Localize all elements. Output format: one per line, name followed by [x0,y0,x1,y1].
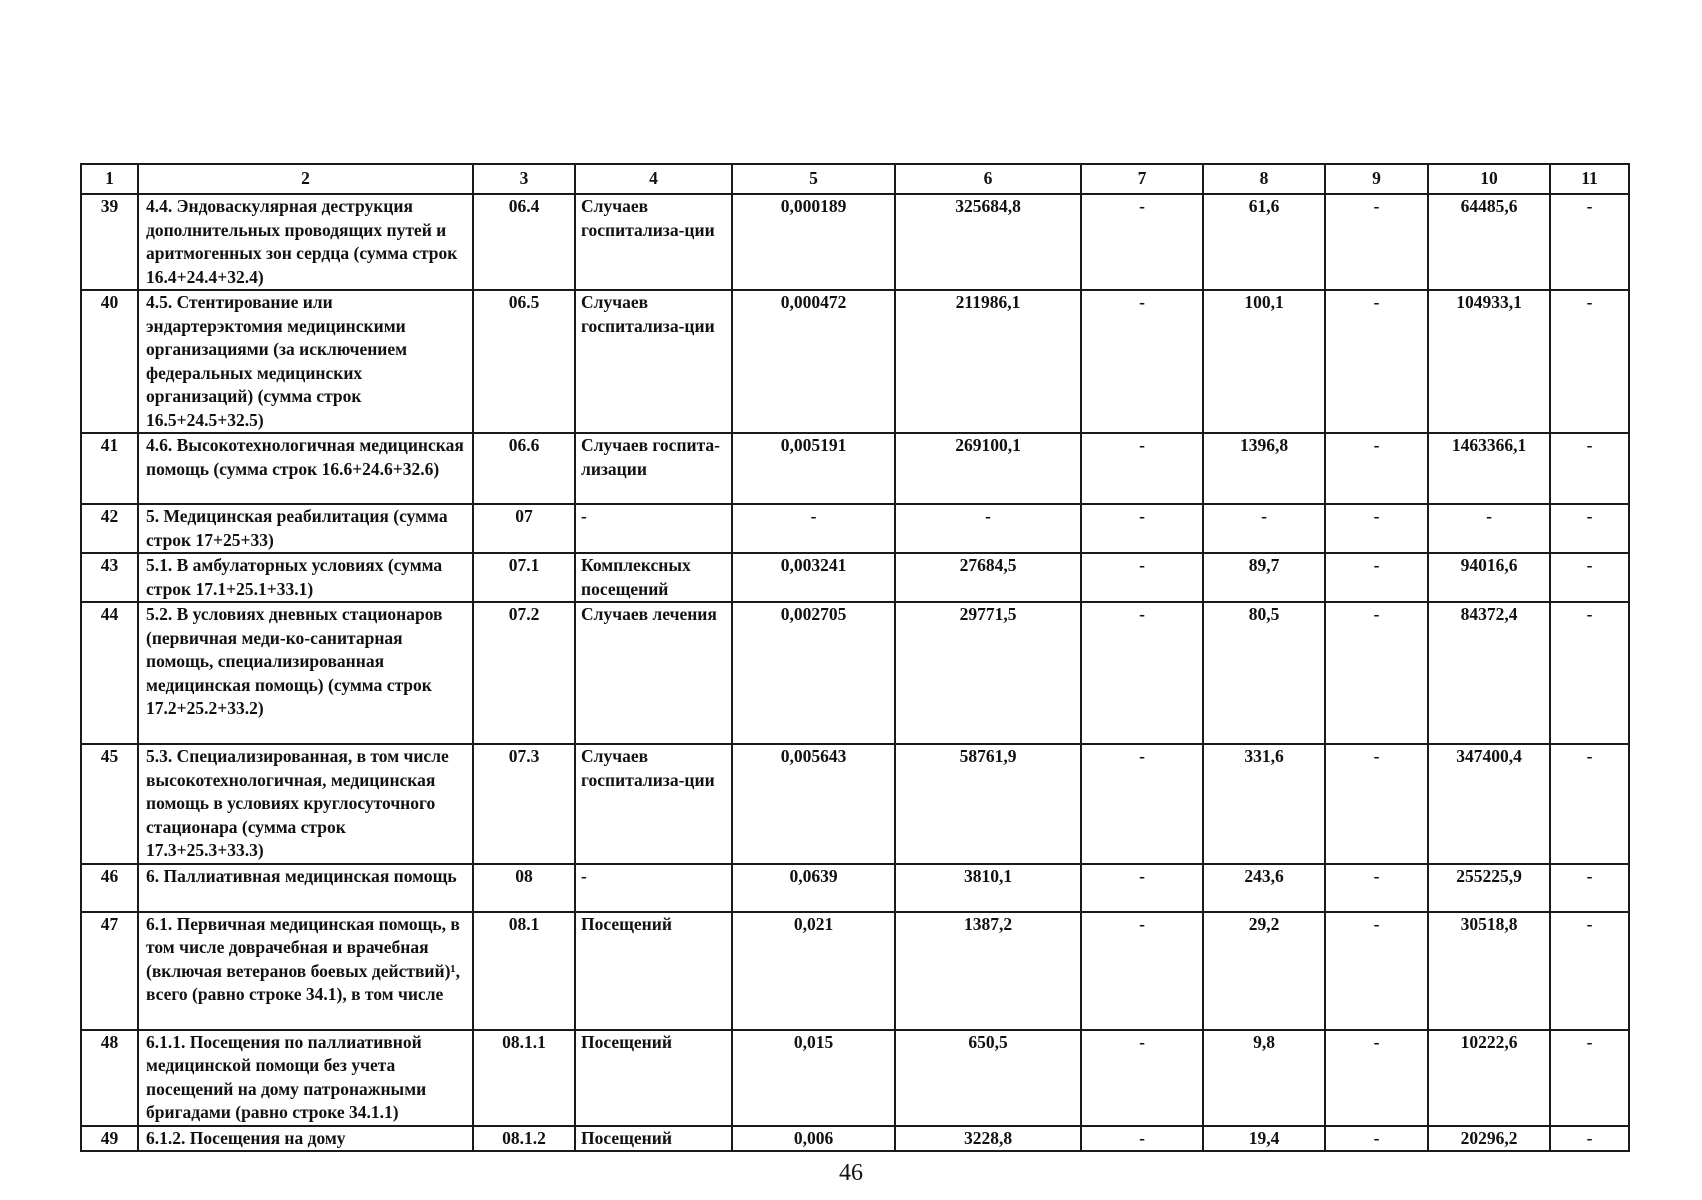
col-11: - [1550,1030,1629,1126]
column-header: 9 [1325,164,1428,194]
col-7: - [1081,912,1203,1030]
table-row [81,602,1629,744]
col-5: 0,005643 [732,744,895,864]
column-header: 8 [1203,164,1325,194]
col-10: 20296,2 [1428,1126,1550,1152]
col-10: 104933,1 [1428,290,1550,433]
indicator-name: 6.1. Первичная медицинская помощь, в том числе доврачебная и врачебная (включая ветеранов боевых действий)¹, всего (равно строке 34.1), в том числе [138,912,473,1030]
column-header: 5 [732,164,895,194]
col-7: - [1081,504,1203,553]
col-9: - [1325,290,1428,433]
unit-of-measure: Посещений [575,1030,732,1126]
col-5: 0,0639 [732,864,895,912]
col-11: - [1550,504,1629,553]
data-table [80,163,1630,1152]
col-11: - [1550,433,1629,504]
row-code: 08.1 [473,912,575,1030]
indicator-name: 6. Паллиативная медицинская помощь [138,864,473,912]
col-5: 0,003241 [732,553,895,602]
indicator-name: 4.6. Высокотехнологичная медицинская помощь (сумма строк 16.6+24.6+32.6) [138,433,473,504]
col-9: - [1325,602,1428,744]
table-row [81,1126,1629,1152]
col-6: 3810,1 [895,864,1081,912]
table-row [81,290,1629,433]
column-header: 7 [1081,164,1203,194]
col-6: 269100,1 [895,433,1081,504]
unit-of-measure: Посещений [575,1126,732,1152]
col-8: 1396,8 [1203,433,1325,504]
col-5: 0,002705 [732,602,895,744]
col-8: 9,8 [1203,1030,1325,1126]
row-number: 42 [81,504,138,553]
col-11: - [1550,912,1629,1030]
column-header: 10 [1428,164,1550,194]
table-row [81,504,1629,553]
col-9: - [1325,433,1428,504]
col-9: - [1325,553,1428,602]
col-11: - [1550,744,1629,864]
unit-of-measure: Случаев лечения [575,602,732,744]
col-5: 0,000472 [732,290,895,433]
row-number: 44 [81,602,138,744]
col-10: 347400,4 [1428,744,1550,864]
col-10: - [1428,504,1550,553]
row-code: 07 [473,504,575,553]
row-number: 45 [81,744,138,864]
col-8: 19,4 [1203,1126,1325,1152]
col-8: 100,1 [1203,290,1325,433]
indicator-name: 5. Медицинская реабилитация (сумма строк 17+25+33) [138,504,473,553]
col-10: 255225,9 [1428,864,1550,912]
row-number: 39 [81,194,138,290]
col-7: - [1081,290,1203,433]
row-number: 40 [81,290,138,433]
table-row [81,433,1629,504]
col-10: 30518,8 [1428,912,1550,1030]
row-code: 07.2 [473,602,575,744]
table-row [81,864,1629,912]
col-8: 80,5 [1203,602,1325,744]
page-number: 46 [839,1160,863,1186]
column-header: 3 [473,164,575,194]
indicator-name: 4.4. Эндоваскулярная деструкция дополнительных проводящих путей и аритмогенных зон сердца (сумма строк 16.4+24.4+32.4) [138,194,473,290]
unit-of-measure: Случаев госпитализа-ции [575,194,732,290]
col-10: 1463366,1 [1428,433,1550,504]
row-number: 49 [81,1126,138,1152]
column-header: 6 [895,164,1081,194]
col-11: - [1550,194,1629,290]
unit-of-measure: Посещений [575,912,732,1030]
col-11: - [1550,1126,1629,1152]
unit-of-measure: - [575,504,732,553]
unit-of-measure: Комплексных посещений [575,553,732,602]
col-9: - [1325,1030,1428,1126]
col-7: - [1081,1126,1203,1152]
indicator-name: 5.2. В условиях дневных стационаров (первичная меди-ко-санитарная помощь, специализированная медицинская помощь) (сумма строк 17.2+25.2+33.2) [138,602,473,744]
col-5: 0,015 [732,1030,895,1126]
col-9: - [1325,504,1428,553]
col-6: 325684,8 [895,194,1081,290]
row-code: 06.5 [473,290,575,433]
table-row [81,912,1629,1030]
col-10: 84372,4 [1428,602,1550,744]
column-header: 2 [138,164,473,194]
table-header-row [81,164,1629,194]
unit-of-measure: Случаев госпита-лизации [575,433,732,504]
indicator-name: 6.1.1. Посещения по паллиативной медицинской помощи без учета посещений на дому патронажными бригадами (равно строке 34.1.1) [138,1030,473,1126]
col-9: - [1325,912,1428,1030]
column-header: 1 [81,164,138,194]
table-row [81,744,1629,864]
col-7: - [1081,602,1203,744]
indicator-name: 5.3. Специализированная, в том числе высокотехнологичная, медицинская помощь в условиях круглосуточного стационара (сумма строк 17.3+25.3+33.3) [138,744,473,864]
col-7: - [1081,1030,1203,1126]
col-5: 0,000189 [732,194,895,290]
col-8: 29,2 [1203,912,1325,1030]
row-code: 07.1 [473,553,575,602]
row-code: 06.4 [473,194,575,290]
col-6: 29771,5 [895,602,1081,744]
col-11: - [1550,602,1629,744]
col-11: - [1550,290,1629,433]
row-code: 07.3 [473,744,575,864]
col-8: 89,7 [1203,553,1325,602]
col-9: - [1325,744,1428,864]
col-5: 0,006 [732,1126,895,1152]
row-number: 47 [81,912,138,1030]
row-code: 08.1.1 [473,1030,575,1126]
unit-of-measure: Случаев госпитализа-ции [575,290,732,433]
col-11: - [1550,864,1629,912]
col-7: - [1081,744,1203,864]
table-row [81,194,1629,290]
row-number: 41 [81,433,138,504]
col-9: - [1325,864,1428,912]
col-5: 0,005191 [732,433,895,504]
col-10: 10222,6 [1428,1030,1550,1126]
unit-of-measure: - [575,864,732,912]
col-6: 211986,1 [895,290,1081,433]
col-7: - [1081,433,1203,504]
col-7: - [1081,194,1203,290]
col-10: 64485,6 [1428,194,1550,290]
col-8: - [1203,504,1325,553]
col-11: - [1550,553,1629,602]
col-6: 58761,9 [895,744,1081,864]
col-6: 3228,8 [895,1126,1081,1152]
col-8: 331,6 [1203,744,1325,864]
table-row [81,1030,1629,1126]
table-row [81,553,1629,602]
column-header: 4 [575,164,732,194]
unit-of-measure: Случаев госпитализа-ции [575,744,732,864]
row-number: 46 [81,864,138,912]
indicator-name: 6.1.2. Посещения на дому [138,1126,473,1152]
row-code: 06.6 [473,433,575,504]
indicator-name: 5.1. В амбулаторных условиях (сумма строк 17.1+25.1+33.1) [138,553,473,602]
col-7: - [1081,553,1203,602]
row-number: 43 [81,553,138,602]
col-5: - [732,504,895,553]
col-6: 27684,5 [895,553,1081,602]
col-5: 0,021 [732,912,895,1030]
col-7: - [1081,864,1203,912]
column-header: 11 [1550,164,1629,194]
col-8: 61,6 [1203,194,1325,290]
col-9: - [1325,194,1428,290]
col-8: 243,6 [1203,864,1325,912]
row-code: 08 [473,864,575,912]
col-9: - [1325,1126,1428,1152]
col-6: - [895,504,1081,553]
col-6: 1387,2 [895,912,1081,1030]
row-code: 08.1.2 [473,1126,575,1152]
col-6: 650,5 [895,1030,1081,1126]
row-number: 48 [81,1030,138,1126]
indicator-name: 4.5. Стентирование или эндартерэктомия медицинскими организациями (за исключением федеральных медицинских организаций) (сумма строк 16.5+24.5+32.5) [138,290,473,433]
col-10: 94016,6 [1428,553,1550,602]
